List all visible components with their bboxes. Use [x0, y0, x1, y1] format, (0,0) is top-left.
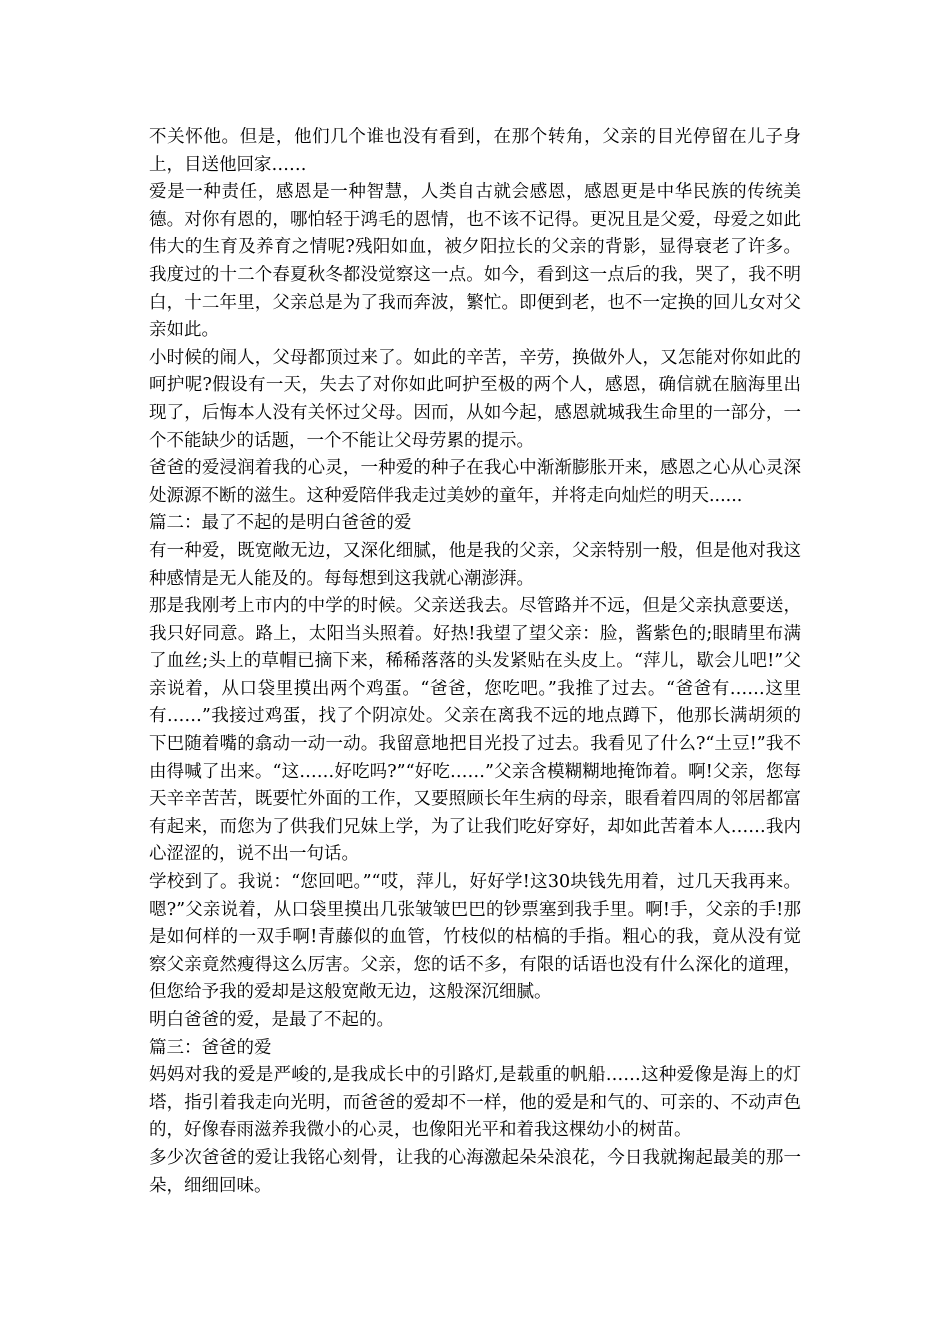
paragraph-gratitude: 爱是一种责任，感恩是一种智慧，人类自古就会感恩，感恩更是中华民族的传统美德。对你有恩的，哪怕轻于鸿毛的恩情，也不该不记得。更况且是父爱，母爱之如此伟大的生育及养育之情呢?残阳如血，被夕阳拉长的父亲的背影，显得衰老了许多。我度过的十二个春夏秋冬都没觉察这一点。如今，看到这一点后的我，哭了，我不明白，十二年里，父亲总是为了我而奔波，繁忙。即便到老，也不一定换的回儿女对父亲如此。: [149, 182, 801, 341]
paragraph-mother-vs-father: 妈妈对我的爱是严峻的,是我成长中的引路灯,是载重的帆船……这种爱像是海上的灯塔，指引着我走向光明，而爸爸的爱却不一样，他的爱是和气的、可亲的、不动声色的，好像春雨滋养我微小的心灵，也像阳光平和着我这棵幼小的树苗。: [149, 1065, 801, 1141]
paragraph-kind-of-love: 有一种爱，既宽敞无边，又深化细腻，他是我的父亲，父亲特别一般，但是他对我这种感情是无人能及的。每每想到这我就心潮澎湃。: [149, 540, 801, 589]
document-body: [149, 124, 801, 1200]
section-heading-part-three: 篇三：爸爸的爱: [149, 1037, 272, 1058]
paragraph-childhood: 小时候的闹人，父母都顶过来了。如此的辛苦，辛劳，换做外人，又怎能对你如此的呵护呢?假设有一天，失去了对你如此呵护至极的两个人，感恩，确信就在脑海里出现了，后悔本人没有关怀过父母。因而，从如今起，感恩就城我生命里的一部分，一个不能缺少的话题，一个不能让父母劳累的提示。: [149, 347, 801, 451]
paragraph-closing-story: 不关怀他。但是，他们几个谁也没有看到，在那个转角，父亲的目光停留在儿子身上，目送他回家……: [149, 127, 801, 175]
paragraph-arrival-at-school: 学校到了。我说：“您回吧。”“哎，萍儿，好好学!这30块钱先用着，过几天我再来。嗯?”父亲说着，从口袋里摸出几张皱皱巴巴的钞票塞到我手里。啊!手，父亲的手!那是如何样的一双手啊!青藤似的血管，竹枝似的枯槁的手指。粗心的我，竟从没有觉察父亲竟然瘦得这么厉害。父亲，您的话不多，有限的话语也没有什么深化的道理，但您给予我的爱却是这般宽敞无边，这般深沉细腻。: [149, 872, 801, 1003]
paragraph-fathers-love: 爸爸的爱浸润着我的心灵，一种爱的种子在我心中渐渐膨胀开来，感恩之心从心灵深处源源不断的滋生。这种爱陪伴我走过美妙的童年，并将走向灿烂的明天......: [149, 458, 801, 506]
paragraph-school-journey: 那是我刚考上市内的中学的时候。父亲送我去。尽管路并不远，但是父亲执意要送，我只好同意。路上，太阳当头照着。好热!我望了望父亲：脸，酱紫色的;眼睛里布满了血丝;头上的草帽已摘下来，稀稀落落的头发紧贴在头皮上。“萍儿，歇会儿吧!”父亲说着，从口袋里摸出两个鸡蛋。“爸爸，您吃吧。”我推了过去。“爸爸有……这里有……”我接过鸡蛋，找了个阴凉处。父亲在离我不远的地点蹲下，他那长满胡须的下巴随着嘴的翕动一动一动。我留意地把目光投了过去。我看见了什么?“土豆!”我不由得喊了出来。“这……好吃吗?”“好吃……”父亲含模糊糊地掩饰着。啊!父亲，您每天辛辛苦苦，既要忙外面的工作，又要照顾长年生病的母亲，眼看着四周的邻居都富有起来，而您为了供我们兄妹上学，为了让我们吃好穿好，却如此苦着本人……我内心涩涩的，说不出一句话。: [149, 596, 801, 865]
paragraph-memories: 多少次爸爸的爱让我铭心刻骨，让我的心海激起朵朵浪花，今日我就掬起最美的那一朵，细细回味。: [149, 1147, 801, 1196]
section-heading-part-two: 篇二：最了不起的是明白爸爸的爱: [149, 513, 412, 534]
paragraph-conclusion: 明白爸爸的爱，是最了不起的。: [149, 1010, 394, 1030]
